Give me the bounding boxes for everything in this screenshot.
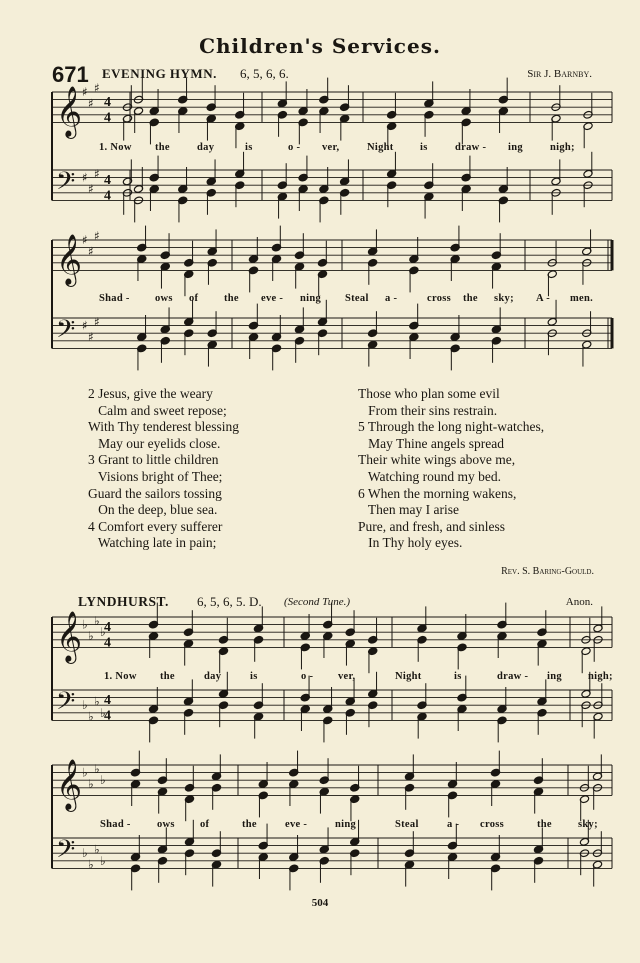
flat-icon: ♭ bbox=[82, 765, 88, 780]
lyric-syllable: ning bbox=[300, 293, 322, 304]
lyric-syllable: day bbox=[204, 671, 222, 682]
flat-icon: ♭ bbox=[94, 694, 100, 709]
sharp-icon: ♯ bbox=[88, 96, 94, 111]
lyric-syllable: Night bbox=[395, 671, 422, 682]
verses-left: 2 Jesus, give the weary Calm and sweet repose; With Thy tenderest blessing May our eyelids close. 3 Grant to little children Visions bright of Thee; Guard the sailors tossing On the deep, blue sea. 4 Comfort every sufferer Watching late in pain; bbox=[88, 386, 240, 551]
lyric-syllable: is bbox=[454, 671, 462, 682]
lyric-syllable: cross bbox=[480, 819, 505, 830]
flat-icon: ♭ bbox=[100, 853, 106, 868]
lyric-syllable: nigh; bbox=[588, 671, 613, 682]
lyric-syllable: ing bbox=[508, 142, 523, 153]
flat-icon: ♭ bbox=[94, 842, 100, 857]
lyric-syllable: Shad - bbox=[99, 293, 130, 304]
flat-icon: ♭ bbox=[100, 705, 106, 720]
lyric-syllable: 1. Now bbox=[104, 671, 137, 682]
lyric-syllable: of bbox=[200, 819, 210, 830]
lyric-syllable: is bbox=[245, 142, 253, 153]
meter: 6, 5, 6, 6. bbox=[240, 66, 289, 81]
hymn-number: 671 bbox=[52, 62, 89, 87]
lyric-syllable: sky; bbox=[494, 293, 514, 304]
lyric-syllable: nigh; bbox=[550, 142, 575, 153]
tune-name: LYNDHURST. bbox=[78, 594, 169, 609]
bass-clef-icon: 𝄢 bbox=[56, 687, 76, 722]
treble-clef-icon: 𝄞 bbox=[56, 86, 83, 137]
tune-note: (Second Tune.) bbox=[284, 596, 350, 608]
lyric-syllable: ing bbox=[547, 671, 562, 682]
sharp-icon: ♯ bbox=[82, 85, 88, 99]
sharp-icon: ♯ bbox=[94, 166, 100, 181]
time-signature: 4 bbox=[104, 95, 111, 111]
lyric-syllable: Night bbox=[367, 142, 394, 153]
treble-clef-icon: 𝄞 bbox=[56, 234, 83, 285]
bass-clef-icon: 𝄢 bbox=[56, 167, 76, 202]
sharp-icon: ♯ bbox=[88, 330, 94, 344]
time-signature: 4 bbox=[104, 708, 111, 724]
lyric-syllable: o - bbox=[288, 142, 301, 153]
lyric-syllable: Steal bbox=[345, 293, 369, 304]
lyric-syllable: the bbox=[537, 819, 552, 830]
sharp-icon: ♯ bbox=[88, 244, 94, 259]
lyric-syllable: men. bbox=[570, 293, 594, 304]
bass-clef-icon: 𝄢 bbox=[56, 315, 76, 350]
lyric-syllable: the bbox=[224, 293, 239, 304]
section-title: Children's Services. bbox=[199, 34, 441, 58]
treble-clef-icon: 𝄞 bbox=[56, 611, 83, 662]
sharp-icon: ♯ bbox=[82, 233, 88, 247]
lyric-syllable: draw - bbox=[455, 142, 487, 153]
sharp-icon: ♯ bbox=[94, 229, 100, 244]
lyric-syllable: sky; bbox=[578, 819, 598, 830]
lyric-syllable: is bbox=[420, 142, 428, 153]
time-signature: 4 bbox=[104, 173, 111, 189]
lyric-syllable: ver, bbox=[322, 142, 340, 153]
lyric-syllable: cross bbox=[427, 293, 452, 304]
lyric-syllable: ows bbox=[157, 819, 175, 830]
lyric-syllable: ning bbox=[335, 819, 357, 830]
composer: Anon. bbox=[565, 596, 593, 608]
sharp-icon: ♯ bbox=[94, 314, 100, 329]
lyric-syllable: 1. Now bbox=[99, 142, 132, 153]
flat-icon: ♭ bbox=[88, 857, 94, 872]
treble-clef-icon: 𝄞 bbox=[56, 759, 83, 810]
flat-icon: ♭ bbox=[100, 773, 106, 788]
flat-icon: ♭ bbox=[82, 617, 88, 632]
lyric-syllable: is bbox=[250, 671, 258, 682]
time-signature: 4 bbox=[104, 635, 111, 651]
time-signature: 4 bbox=[104, 188, 111, 204]
lyric-syllable: draw - bbox=[497, 671, 529, 682]
lyric-syllable: Shad - bbox=[100, 819, 131, 830]
time-signature: 4 bbox=[104, 620, 111, 636]
lyric-syllable: ows bbox=[155, 293, 173, 304]
lyric-syllable: of bbox=[189, 293, 199, 304]
flat-icon: ♭ bbox=[82, 698, 88, 713]
sharp-icon: ♯ bbox=[82, 318, 88, 333]
sharp-icon: ♯ bbox=[88, 182, 94, 196]
sharp-icon: ♯ bbox=[94, 81, 100, 96]
lyric-syllable: eve - bbox=[285, 819, 308, 830]
tune-name: EVENING HYMN. bbox=[102, 66, 217, 81]
flat-icon: ♭ bbox=[94, 613, 100, 628]
lyric-syllable: the bbox=[463, 293, 478, 304]
lyric-syllable: the bbox=[242, 819, 257, 830]
flat-icon: ♭ bbox=[88, 709, 94, 724]
page-number: 504 bbox=[311, 897, 329, 909]
lyric-syllable: the bbox=[160, 671, 175, 682]
verses-right: Those who plan some evil From their sins restrain. 5 Through the long night-watches, May Thine angels spread Their white wings above me, Watching round my bed. 6 When the morning wakens, Then may I arise Pure, and fresh, and sinless In Thy holy eyes. bbox=[358, 386, 545, 551]
time-signature: 4 bbox=[104, 110, 111, 126]
sharp-icon: ♯ bbox=[82, 170, 88, 185]
lyric-syllable: a - bbox=[447, 819, 460, 830]
lyric-syllable: the bbox=[155, 142, 170, 153]
meter: 6, 5, 6, 5. D. bbox=[197, 594, 262, 609]
lyric-syllable: o - bbox=[301, 671, 314, 682]
bass-clef-icon: 𝄢 bbox=[56, 835, 76, 870]
lyric-syllable: a - bbox=[385, 293, 398, 304]
lyric-syllable: eve - bbox=[261, 293, 284, 304]
flat-icon: ♭ bbox=[88, 629, 94, 643]
lyric-syllable: A - bbox=[536, 293, 551, 304]
author: Rev. S. Baring-Gould. bbox=[501, 566, 594, 577]
flat-icon: ♭ bbox=[88, 777, 94, 791]
time-signature: 4 bbox=[104, 693, 111, 709]
flat-icon: ♭ bbox=[100, 625, 106, 640]
composer: Sir J. Barnby. bbox=[527, 68, 592, 80]
lyric-syllable: ver, bbox=[338, 671, 356, 682]
flat-icon: ♭ bbox=[82, 846, 88, 861]
flat-icon: ♭ bbox=[94, 761, 100, 776]
lyric-syllable: Steal bbox=[395, 819, 419, 830]
lyric-syllable: day bbox=[197, 142, 215, 153]
